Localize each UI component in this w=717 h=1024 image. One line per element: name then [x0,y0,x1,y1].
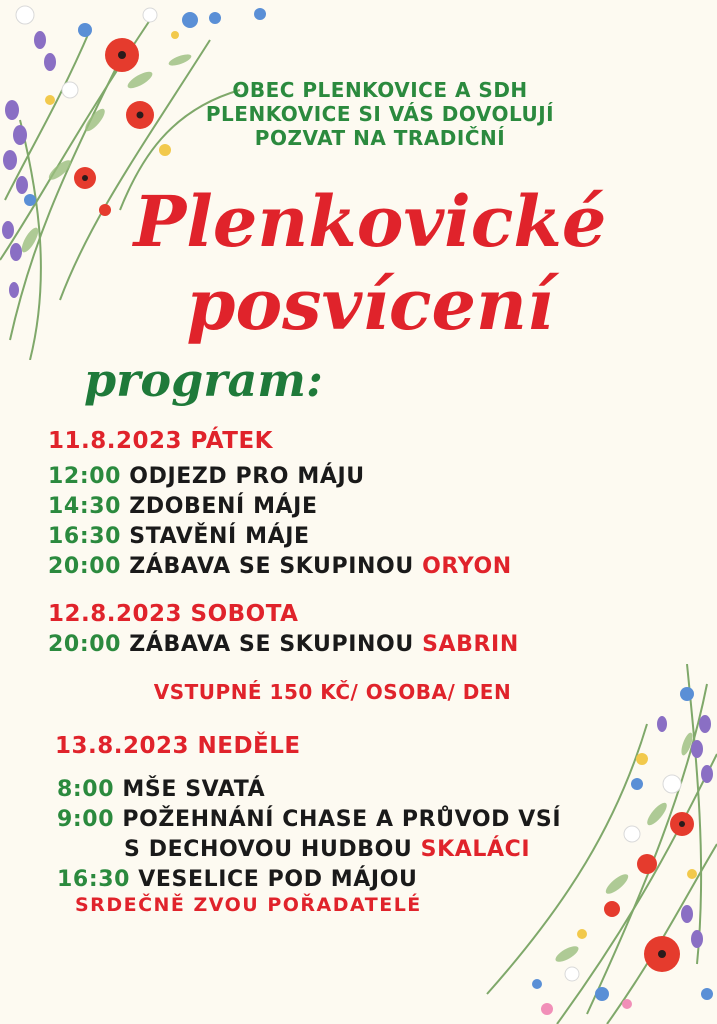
intro-line-2: PLENKOVICE SI VÁS DOVOLUJÍ [205,102,555,126]
band-name: SKALÁCI [420,837,531,862]
event-activity: ZÁBAVA SE SKUPINOU [129,554,414,579]
event-title-line-1: Plenkovické [133,180,607,263]
schedule-row [48,553,512,581]
event-time: 14:30 [48,494,122,519]
schedule-row-continuation [124,836,530,864]
band-name: ORYON [422,554,512,579]
schedule-row [57,866,417,894]
schedule-row [57,806,561,834]
intro-line-1: OBEC PLENKOVICE A SDH [232,78,528,102]
event-activity: ZDOBENÍ MÁJE [129,494,318,519]
event-activity: ZÁBAVA SE SKUPINOU [129,632,414,657]
day-heading-friday: 11.8.2023 PÁTEK [48,428,273,454]
day-heading-sunday: 13.8.2023 NEDĚLE [55,733,301,759]
event-activity: MŠE SVATÁ [122,777,266,802]
event-time: 9:00 [57,807,115,832]
event-activity-continuation: S DECHOVOU HUDBOU [124,837,413,862]
schedule-row [48,493,318,521]
event-activity: STAVĚNÍ MÁJE [129,524,310,549]
admission-price: VSTUPNÉ 150 KČ/ OSOBA/ DEN [153,680,512,704]
organizers-invitation: SRDEČNĚ ZVOU POŘADATELÉ [75,894,422,916]
program-heading: program: [84,353,323,407]
event-activity: POŽEHNÁNÍ CHASE A PRŮVOD VSÍ [122,807,562,832]
schedule-row [57,776,265,804]
event-time: 16:30 [48,524,122,549]
intro-line-3: POZVAT NA TRADIČNÍ [254,126,506,150]
band-name: SABRIN [422,632,519,657]
day-heading-saturday: 12.8.2023 SOBOTA [48,601,299,627]
schedule-row [48,463,365,491]
event-title-line-2: posvícení [186,263,554,346]
event-time: 20:00 [48,554,122,579]
event-time: 16:30 [57,867,131,892]
schedule-row [48,523,310,551]
event-activity: VESELICE POD MÁJOU [138,867,418,892]
intro-text [190,78,570,150]
event-time: 12:00 [48,464,122,489]
event-time: 20:00 [48,632,122,657]
event-activity: ODJEZD PRO MÁJU [129,464,365,489]
schedule-row [48,631,519,659]
event-time: 8:00 [57,777,115,802]
